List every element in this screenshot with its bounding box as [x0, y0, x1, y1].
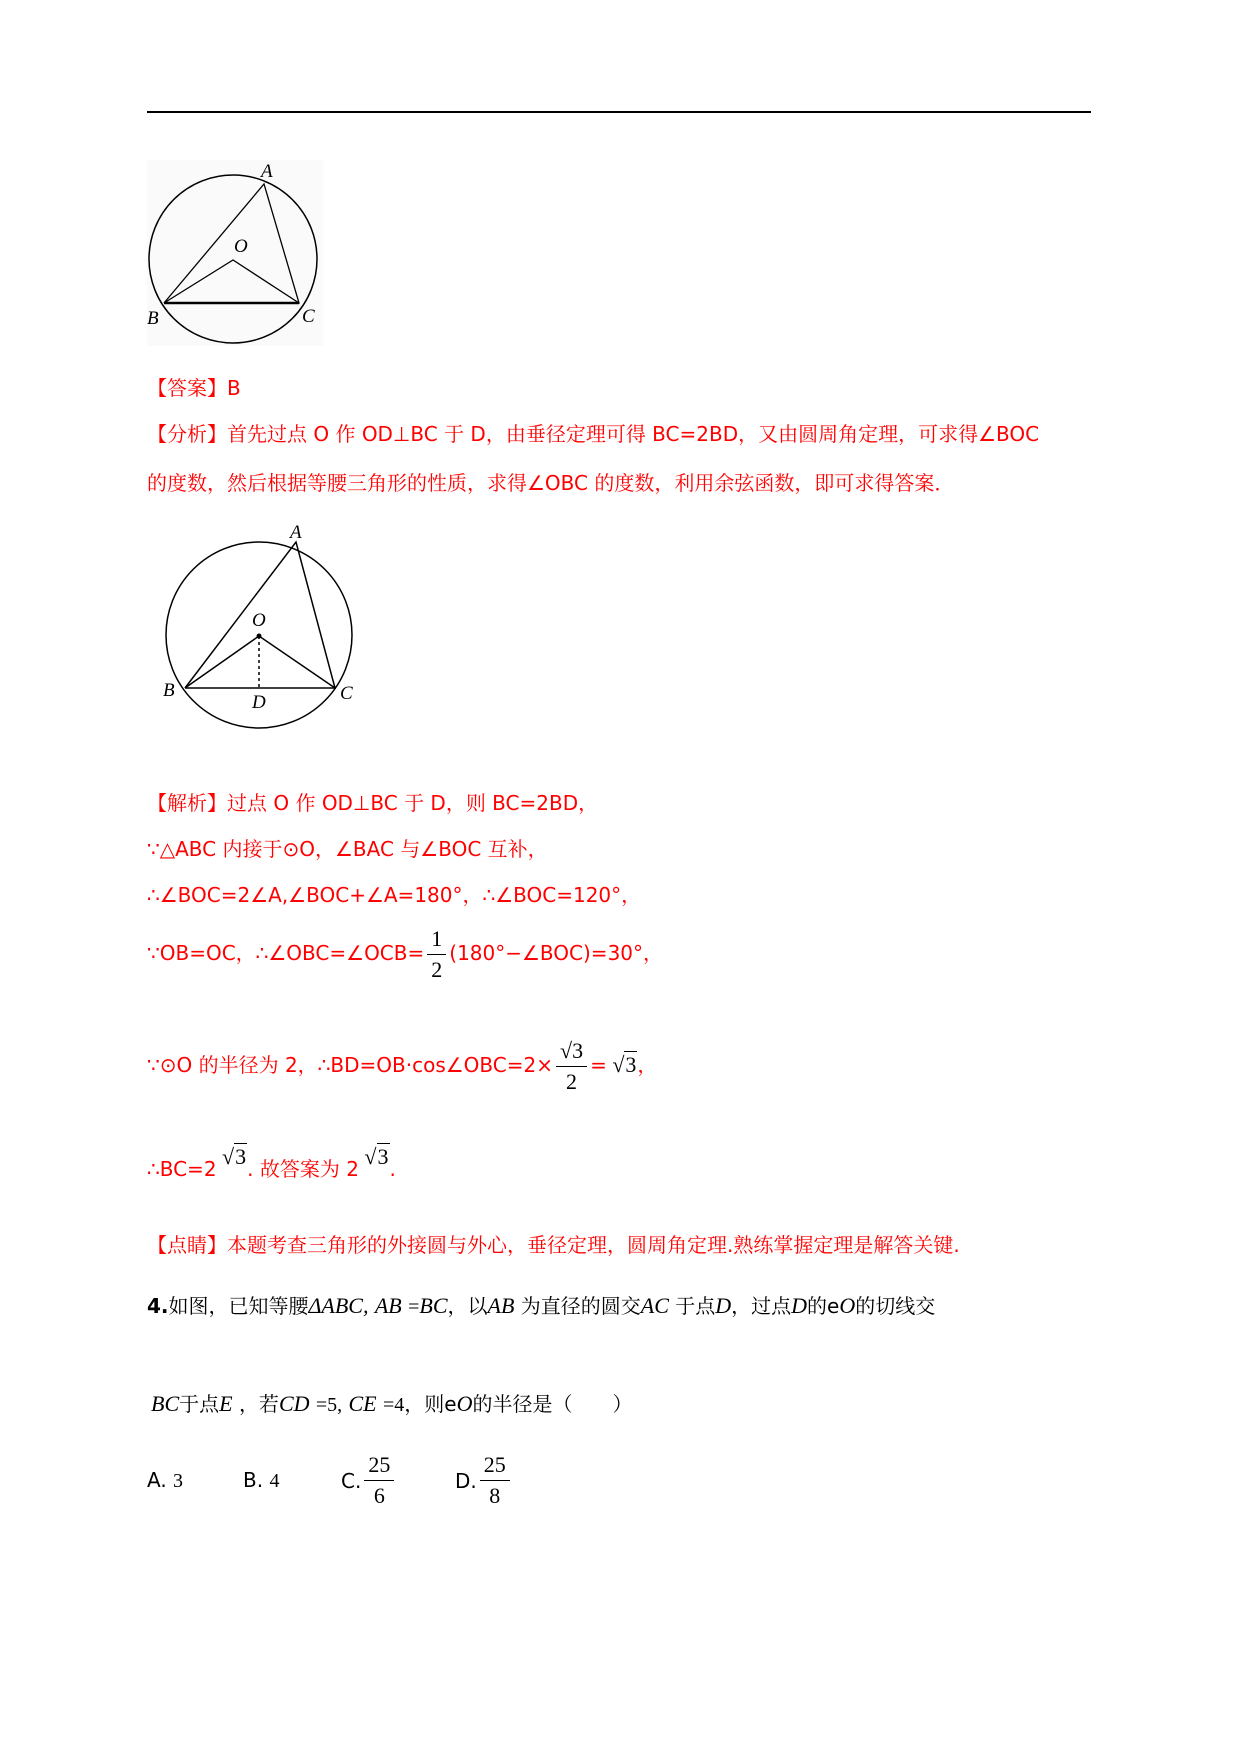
text: . 故答案为 2: [247, 1157, 359, 1181]
solution-line-3: ∴∠BOC=2∠A,∠BOC+∠A=180°，∴∠BOC=120°，: [147, 883, 642, 907]
math: AB: [374, 1293, 402, 1318]
answer-value: B: [227, 376, 241, 400]
question-4-line-2: [151, 1388, 632, 1417]
answer-tag: 【答案】: [147, 376, 227, 400]
math: AB: [487, 1293, 515, 1318]
option-a[interactable]: [147, 1468, 243, 1493]
math: BC: [419, 1293, 448, 1318]
denominator: 6: [373, 1483, 385, 1508]
label-c: C: [340, 683, 353, 704]
text: 于点: [179, 1392, 220, 1416]
numerator: 25: [480, 1450, 510, 1481]
equals: =: [590, 1053, 607, 1077]
math: O: [839, 1293, 856, 1318]
option-b[interactable]: [243, 1468, 341, 1493]
fraction-half: [427, 924, 446, 985]
text: 的: [807, 1294, 828, 1318]
option-d[interactable]: [455, 1450, 513, 1511]
question-4-options: [147, 1450, 513, 1511]
option-label: A.: [147, 1468, 167, 1492]
comment-line: [147, 1229, 960, 1258]
solution-text-1: 过点 O 作 OD⊥BC 于 D，则 BC=2BD，: [227, 791, 599, 815]
label-c: C: [302, 306, 315, 327]
figure-circle-triangle-1: [147, 160, 325, 348]
fraction: [364, 1450, 394, 1511]
numerator: 25: [364, 1450, 394, 1481]
question-number: 4.: [147, 1294, 169, 1318]
figure-circle-triangle-2: [160, 518, 360, 734]
analysis-text-1: 首先过点 O 作 OD⊥BC 于 D，由垂径定理可得 BC=2BD，又由圆周角定理，可求得∠BOC: [227, 422, 1040, 446]
solution-line-5: [147, 1036, 657, 1097]
fraction: [480, 1450, 510, 1511]
math: ΔABC,: [308, 1293, 369, 1318]
label-b: B: [163, 680, 175, 701]
text: 的切线交: [855, 1294, 936, 1318]
math: O: [456, 1391, 473, 1416]
text: ∵⊙O 的半径为 2，∴BD=OB·cos∠OBC=2×: [147, 1053, 553, 1077]
text: 于点: [675, 1294, 716, 1318]
text: 为直径的圆交: [520, 1294, 641, 1318]
option-value: 3: [173, 1470, 184, 1492]
text: ，过点: [731, 1294, 792, 1318]
circle-symbol: e: [444, 1392, 457, 1416]
label-d: D: [252, 692, 266, 713]
text: 的半径是（ ）: [472, 1392, 633, 1416]
math: D: [715, 1293, 732, 1318]
question-4-line-1: [147, 1290, 935, 1319]
solution-line-2: ∵△ABC 内接于⊙O，∠BAC 与∠BOC 互补，: [147, 837, 548, 861]
comment-text: 本题考查三角形的外接圆与外心，垂径定理，圆周角定理.熟练掌握定理是解答关键.: [227, 1233, 960, 1257]
radicand: 3: [625, 1052, 637, 1077]
math: BC: [151, 1391, 180, 1416]
denominator: 2: [566, 1069, 578, 1094]
option-value: 4: [269, 1470, 280, 1492]
text: .: [389, 1157, 396, 1181]
sqrt3: √3: [606, 1052, 637, 1077]
sqrt3: √3: [358, 1144, 389, 1169]
math: =: [408, 1296, 420, 1318]
label-b: B: [147, 308, 159, 329]
math: D: [791, 1293, 808, 1318]
option-label: B.: [243, 1468, 264, 1492]
label-a: A: [261, 161, 273, 182]
math: CD: [278, 1391, 310, 1416]
text: 如图，已知等腰: [168, 1294, 309, 1318]
header-rule: [147, 111, 1091, 113]
text: (180°−∠BOC)=30°，: [449, 941, 664, 965]
text: ，以: [447, 1294, 488, 1318]
label-o: O: [252, 610, 266, 631]
circle-symbol: e: [827, 1294, 840, 1318]
numerator: 1: [427, 924, 446, 955]
radicand: 3: [572, 1038, 584, 1063]
analysis-line-1: [147, 418, 1039, 447]
label-o: O: [234, 236, 248, 257]
option-label: C.: [341, 1468, 362, 1493]
analysis-line-2: 的度数，然后根据等腰三角形的性质，求得∠OBC 的度数，利用余弦函数，即可求得答案．: [147, 471, 955, 495]
math: =4: [382, 1394, 405, 1416]
text: ∴BC=2: [147, 1157, 217, 1181]
radicand: 3: [377, 1144, 389, 1169]
label-a: A: [290, 522, 302, 543]
numerator: √3: [556, 1036, 587, 1067]
analysis-tag: 【分析】: [147, 422, 227, 446]
denominator: 2: [431, 957, 443, 982]
text: ，若: [238, 1392, 279, 1416]
math: =5,: [315, 1394, 343, 1416]
text: ，: [637, 1053, 658, 1077]
text: ∵OB=OC，∴∠OBC=∠OCB=: [147, 941, 425, 965]
solution-line-4: [147, 924, 663, 985]
math: AC: [640, 1293, 669, 1318]
fraction-sqrt3-over-2: [556, 1036, 587, 1097]
answer-line: [147, 372, 241, 401]
radicand: 3: [235, 1144, 247, 1169]
denominator: 8: [489, 1483, 501, 1508]
option-label: D.: [455, 1468, 477, 1493]
text: ，则: [404, 1392, 445, 1416]
solution-line-1: [147, 787, 598, 816]
solution-tag: 【解析】: [147, 791, 227, 815]
comment-tag: 【点睛】: [147, 1233, 227, 1257]
math: CE: [348, 1391, 377, 1416]
option-c[interactable]: [341, 1450, 455, 1511]
math: E: [219, 1391, 233, 1416]
sqrt3: √3: [216, 1144, 247, 1169]
solution-line-6: [147, 1144, 396, 1182]
